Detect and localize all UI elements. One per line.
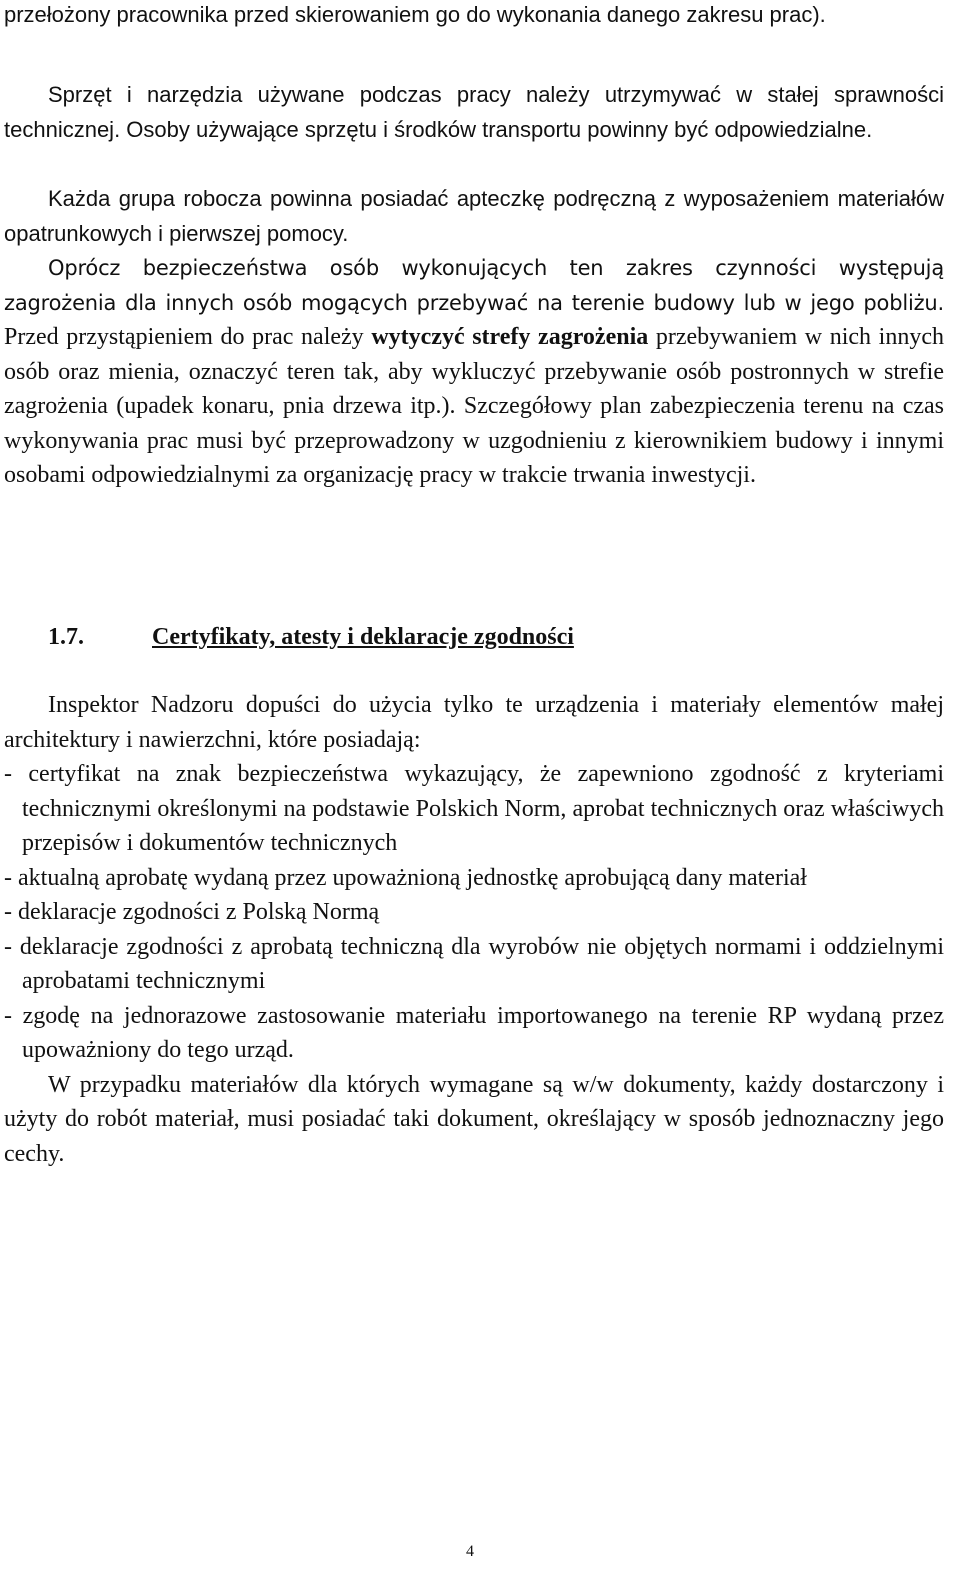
paragraph-text: Sprzęt i narzędzia używane podczas pracy należy utrzymywać w stałej sprawności technicznej. Osoby używające sprzętu i środków transportu powinny być odpowiedzialne. xyxy=(4,82,944,142)
paragraph-first-aid xyxy=(4,182,944,251)
list-item-text: - certyfikat na znak bezpieczeństwa wykazujący, że zapewniono zgodność z kryteriami technicznymi określonymi na podstawie Polskich Norm, aprobat technicznych oraz właściwych przepisów i dokumentów technicznych xyxy=(4,761,944,856)
list-item xyxy=(4,930,944,999)
paragraph-text: Przed przystąpieniem do prac należy xyxy=(4,324,372,350)
paragraph-equipment xyxy=(4,78,944,147)
list-item xyxy=(4,861,944,896)
paragraph-text: Każda grupa robocza powinna posiadać apteczkę podręczną z wyposażeniem materiałów opatrunkowych i pierwszej pomocy. xyxy=(4,186,944,246)
section-closing: W przypadku materiałów dla których wymagane są w/w dokumenty, każdy dostarczony i użyty do robót materiał, musi posiadać taki dokument, określający w sposób jednoznaczny jego cechy. xyxy=(4,1071,944,1167)
section-intro: Inspektor Nadzoru dopuści do użycia tylko te urządzenia i materiały elementów małej architektury i nawierzchni, które posiadają: xyxy=(4,692,944,753)
section-body xyxy=(4,688,944,1171)
section-number: 1.7. xyxy=(48,624,84,650)
paragraph-text: przebywaniem w nich innych osób oraz mienia, oznaczyć teren tak, aby wykluczyć przebywanie osób postronnych w strefie zagrożenia (upadek konaru, pnia drzewa itp.). Szczegółowy plan zabezpieczenia terenu na czas wykonywania prac musi być przeprowadzony w uzgodnieniu z kierownikiem budowy i innymi osobami odpowiedzialnymi za organizację pracy w trakcie trwania inwestycji. xyxy=(4,324,944,488)
emphasis-text: wytyczyć strefy zagrożenia xyxy=(371,324,649,350)
list-item xyxy=(4,895,944,930)
list-item-text: - deklaracje zgodności z Polską Normą xyxy=(4,899,380,925)
list-item-text: - zgodę na jednorazowe zastosowanie materiału importowanego na terenie RP wydaną przez upoważniony do tego urząd. xyxy=(4,1002,944,1063)
paragraph-text: przełożony pracownika przed skierowaniem go do wykonania danego zakresu prac). xyxy=(4,2,826,27)
section-heading xyxy=(48,620,574,654)
paragraph-danger-zone xyxy=(4,251,944,493)
list-item xyxy=(4,757,944,861)
paragraph-text: Oprócz bezpieczeństwa osób wykonujących ten zakres czynności występują zagrożenia dla innych osób mogących przebywać na terenie budowy lub w jego pobliżu. xyxy=(4,256,944,315)
list-item-text: - aktualną aprobatę wydaną przez upoważnioną jednostkę aprobującą dany materiał xyxy=(4,864,807,891)
section-title: Certyfikaty, atesty i deklaracje zgodności xyxy=(152,624,574,650)
list-item xyxy=(4,999,944,1068)
list-item-text: - deklaracje zgodności z aprobatą techniczną dla wyrobów nie objętych normami i oddzielnymi aprobatami technicznymi xyxy=(4,933,944,994)
page-number: 4 xyxy=(466,1543,474,1560)
paragraph-continuation xyxy=(4,0,944,33)
